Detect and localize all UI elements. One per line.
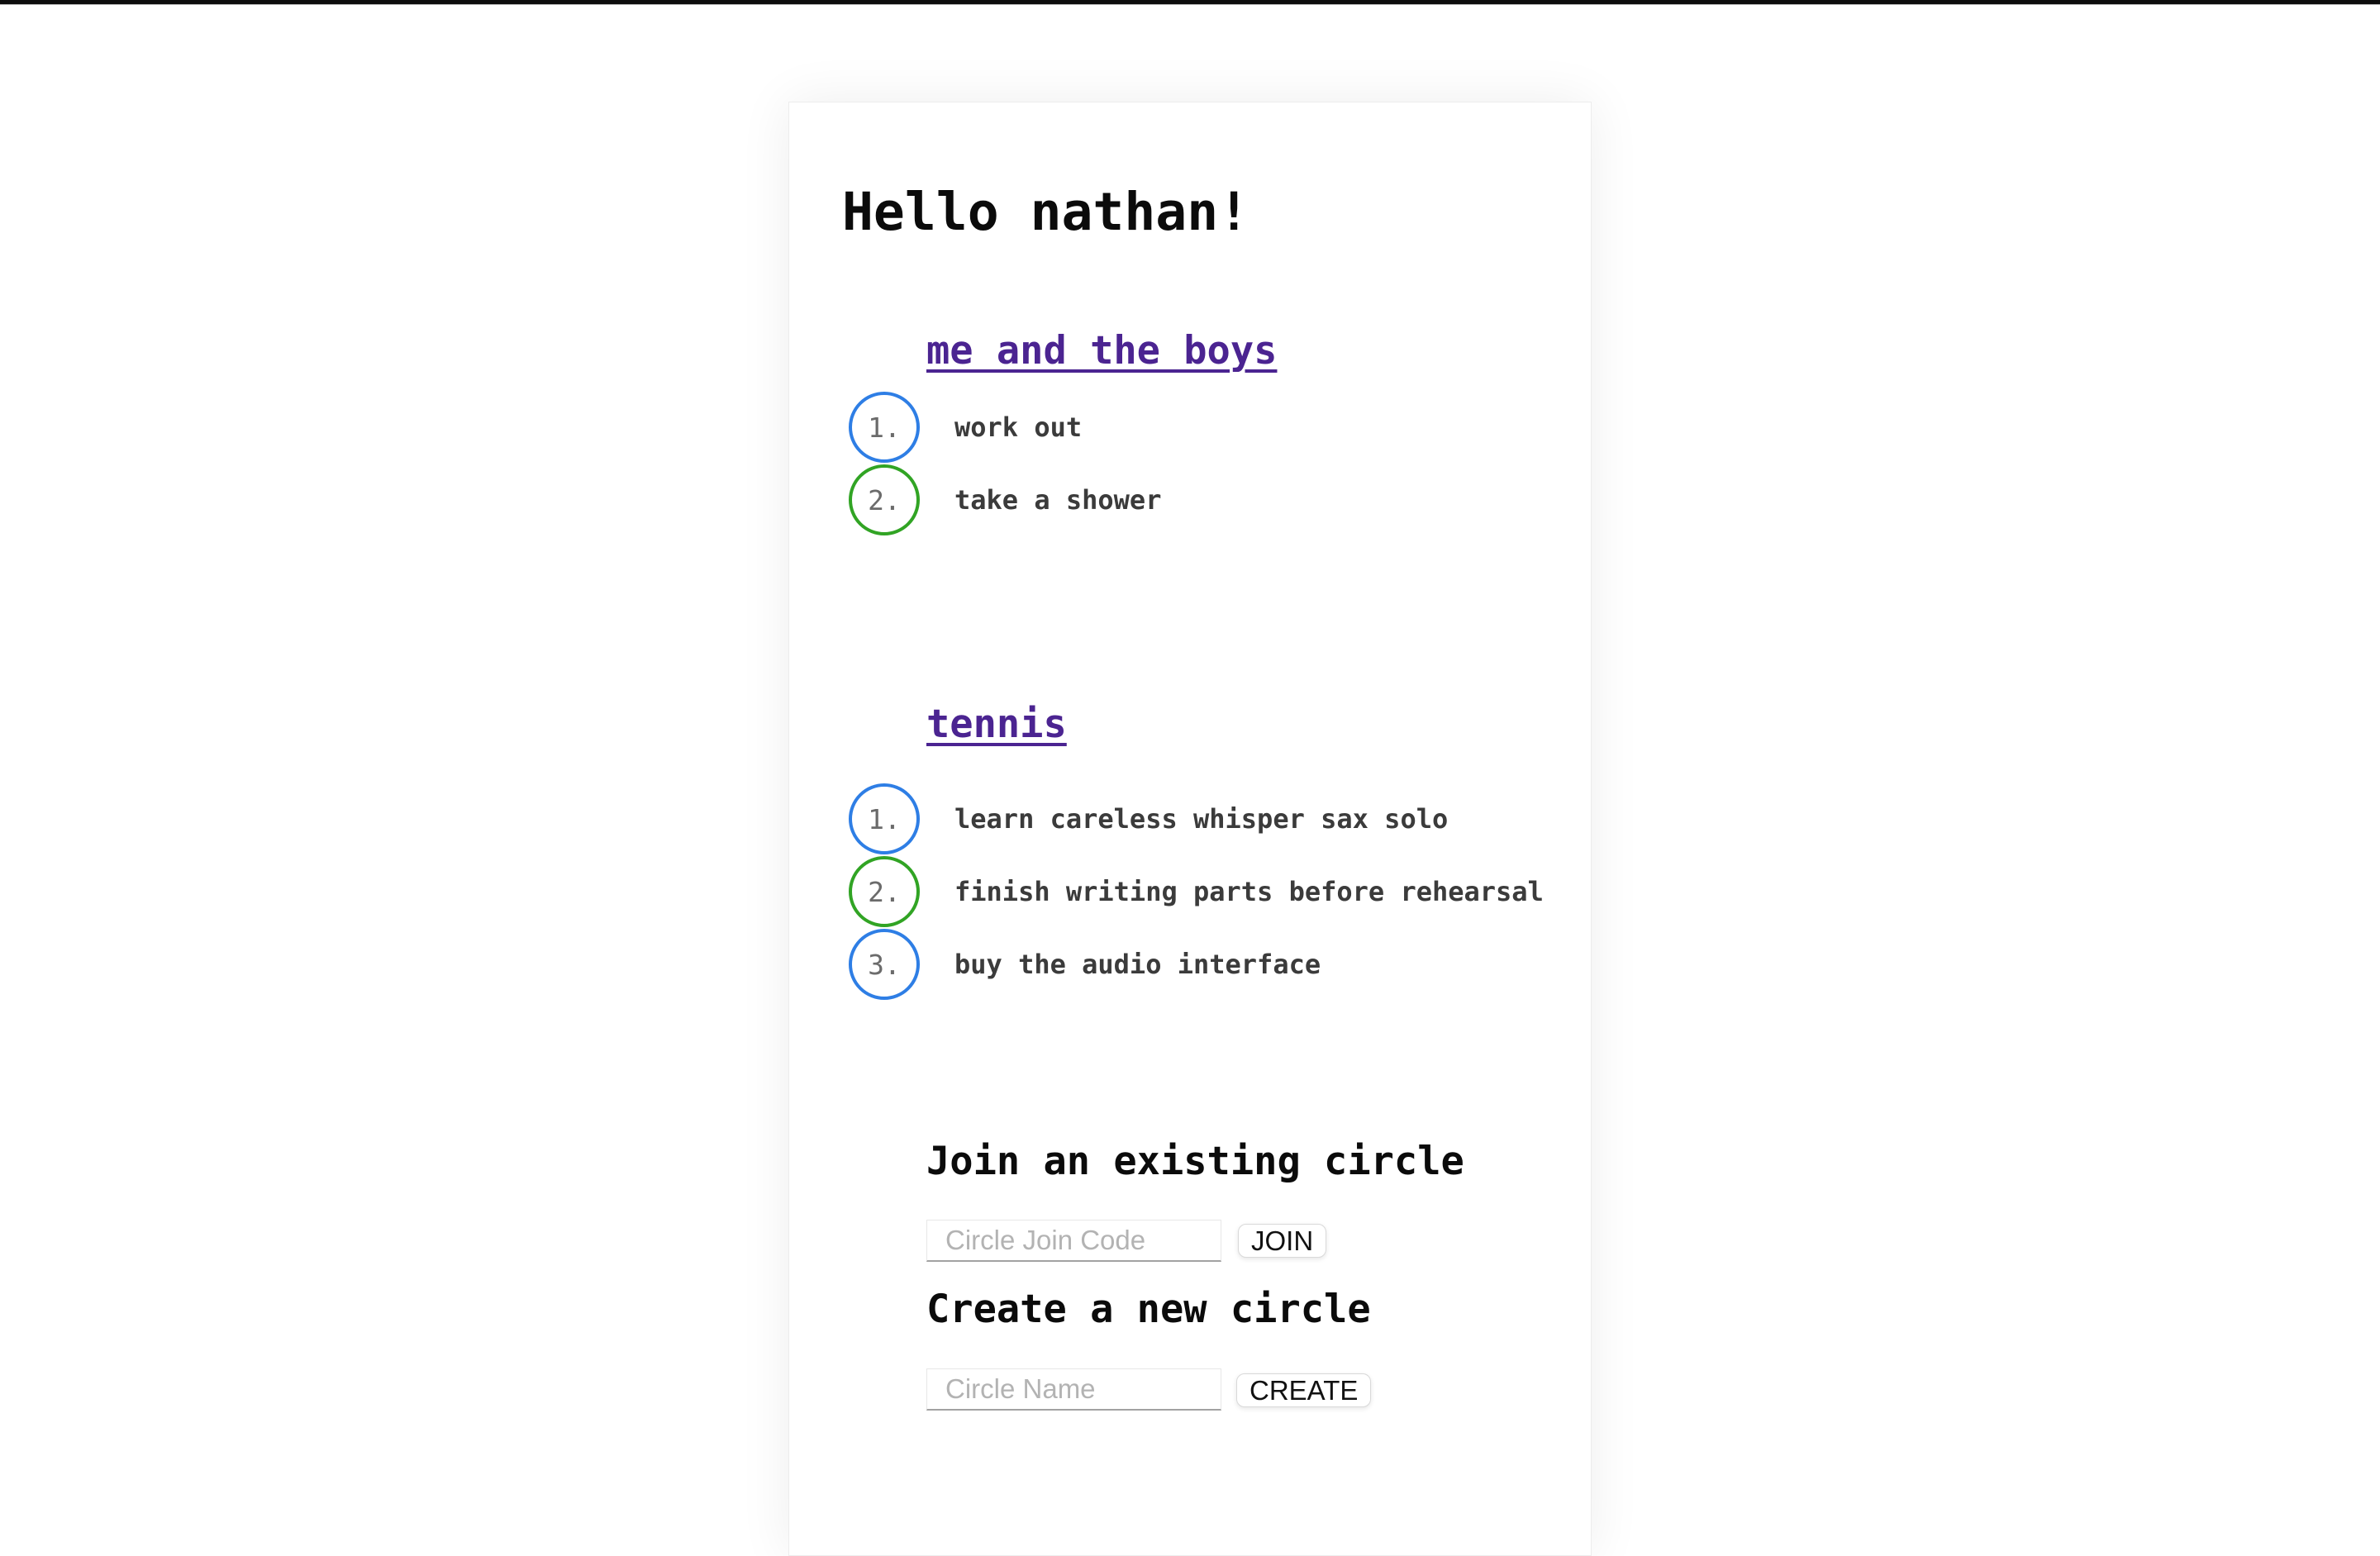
todo-number-badge[interactable]: 1. xyxy=(849,392,920,463)
todo-item-row xyxy=(849,929,1321,1000)
circle-name-input[interactable] xyxy=(926,1368,1221,1411)
main-card xyxy=(788,102,1592,1556)
window-top-border xyxy=(0,0,2380,5)
todo-item-label: work out xyxy=(954,412,1083,443)
circle-join-code-input[interactable] xyxy=(926,1220,1221,1262)
todo-item-label: buy the audio interface xyxy=(954,949,1321,980)
create-button[interactable]: CREATE xyxy=(1236,1373,1371,1407)
todo-item-label: finish writing parts before rehearsal xyxy=(954,876,1544,907)
todo-item-row xyxy=(849,392,1082,463)
greeting-heading: Hello nathan! xyxy=(842,182,1250,242)
todo-item-label: learn careless whisper sax solo xyxy=(954,803,1449,835)
todo-item-row xyxy=(849,464,1161,535)
todo-number-badge[interactable]: 3. xyxy=(849,929,920,1000)
circle-link-tennis[interactable]: tennis xyxy=(926,702,1067,747)
todo-number-badge[interactable]: 1. xyxy=(849,783,920,854)
todo-number-badge[interactable]: 2. xyxy=(849,856,920,927)
todo-item-row xyxy=(849,856,1544,927)
join-button[interactable]: JOIN xyxy=(1238,1224,1326,1258)
todo-item-label: take a shower xyxy=(954,484,1162,516)
join-circle-heading: Join an existing circle xyxy=(926,1139,1464,1184)
todo-number-badge[interactable]: 2. xyxy=(849,464,920,535)
circle-link-me-and-the-boys[interactable]: me and the boys xyxy=(926,328,1278,374)
todo-item-row xyxy=(849,783,1448,854)
create-circle-heading: Create a new circle xyxy=(926,1287,1371,1332)
